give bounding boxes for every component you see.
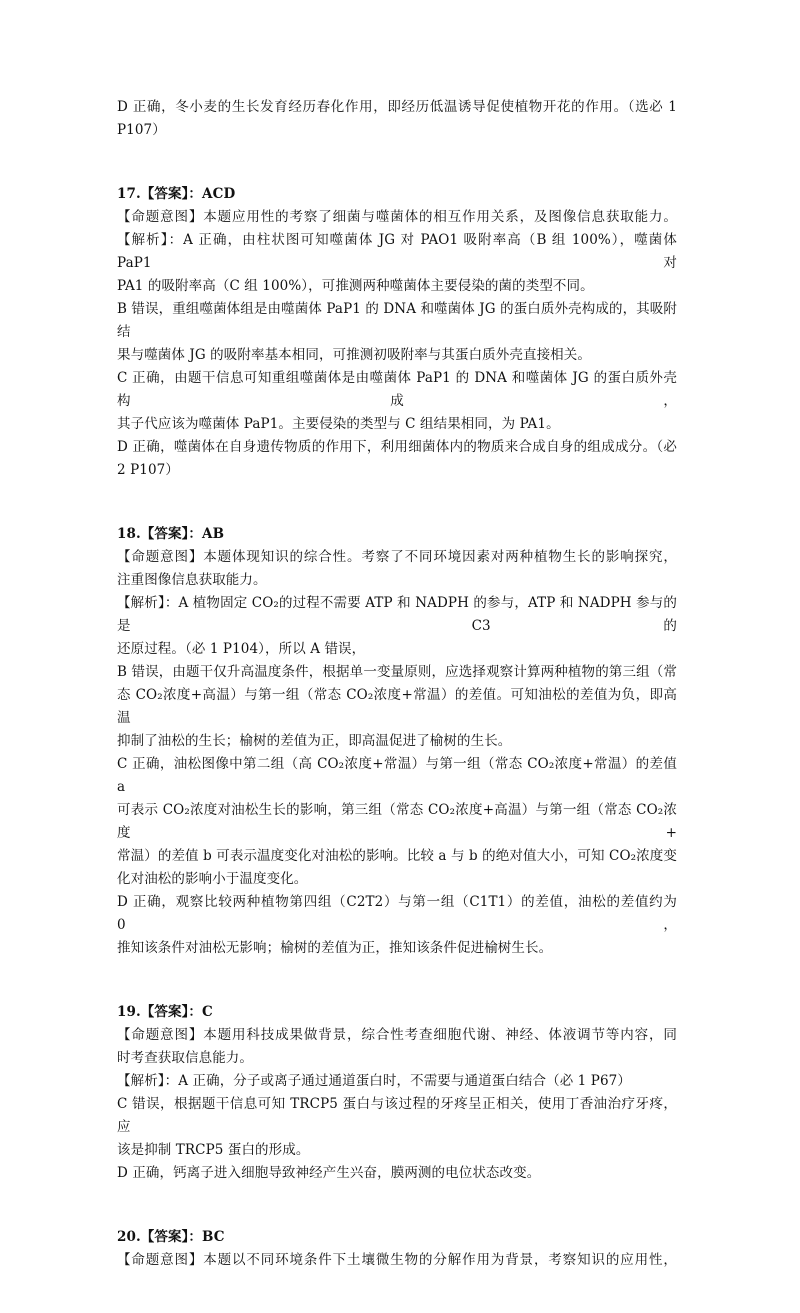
text-line: 可表示 CO₂浓度对油松生长的影响，第三组（常态 CO₂浓度+高温）与第一组（常态 CO₂浓度+ [117, 802, 677, 841]
text-line: D 正确，钙离子进入细胞导致神经产生兴奋，膜两测的电位状态改变。 [117, 1165, 541, 1181]
text-line: 还原过程。（必 1 P104），所以 A 错误， [117, 641, 366, 657]
text-line: 【解析】：A 正确，由柱状图可知噬菌体 JG 对 PAO1 吸附率高（B 组 100%），噬菌体 PaP1 对 [117, 232, 677, 271]
text-line: 推知该条件对油松无影响；榆树的差值为正，推知该条件促进榆树生长。 [117, 940, 553, 956]
text-line: C 正确，油松图像中第二组（高 CO₂浓度+常温）与第一组（常态 CO₂浓度+常温）的差值 a [117, 756, 677, 795]
answer-heading: 19.【答案】：C [117, 1004, 213, 1020]
answer-17 [117, 183, 677, 482]
text-line: B 错误，由题干仅升高温度条件，根据单一变量原则，应选择观察计算两种植物的第三组（常 [117, 664, 677, 680]
text-line: 【命题意图】本题以不同环境条件下土壤微生物的分解作用为背景，考察知识的应用性， [117, 1252, 677, 1268]
text-line: P107） [117, 122, 166, 138]
text-line: D 正确，冬小麦的生长发育经历春化作用，即经历低温诱导促使植物开花的作用。（选必 1 [117, 99, 677, 115]
text-line: C 正确，由题干信息可知重组噬菌体是由噬菌体 PaP1 的 DNA 和噬菌体 JG 的蛋白质外壳构成， [117, 370, 677, 409]
text-line: C 错误，根据题干信息可知 TRCP5 蛋白与该过程的牙疼呈正相关，使用丁香油治疗牙疼，应 [117, 1096, 677, 1135]
text-line: 注重图像信息获取能力。 [117, 572, 267, 588]
text-line: 【解析】：A 正确，分子或离子通过通道蛋白时，不需要与通道蛋白结合（必 1 P67） [117, 1073, 631, 1089]
text-line: D 正确，观察比较两种植物第四组（C2T2）与第一组（C1T1）的差值，油松的差值约为 0， [117, 894, 677, 933]
answer-heading: 17.【答案】：ACD [117, 186, 236, 202]
text-line: 态 CO₂浓度+高温）与第一组（常态 CO₂浓度+常温）的差值。可知油松的差值为负，即高温 [117, 687, 677, 726]
text-line: 【命题意图】本题应用性的考察了细菌与噬菌体的相互作用关系，及图像信息获取能力。 [117, 209, 677, 225]
text-line: 时考查获取信息能力。 [117, 1050, 253, 1066]
text-line: 常温）的差值 b 可表示温度变化对油松的影响。比较 a 与 b 的绝对值大小，可知 CO₂浓度变 [117, 848, 677, 864]
text-line: 其子代应该为噬菌体 PaP1。主要侵染的类型与 C 组结果相同，为 PA1。 [117, 416, 560, 432]
text-line: PA1 的吸附率高（C 组 100%），可推测两种噬菌体主要侵染的菌的类型不同。 [117, 278, 594, 294]
answer-heading: 20.【答案】：BC [117, 1229, 225, 1245]
page-content [117, 96, 677, 1313]
text-line: 【解析】：A 植物固定 CO₂的过程不需要 ATP 和 NADPH 的参与，ATP 和 NADPH 参与的是 C3 的 [117, 595, 677, 634]
answer-19 [117, 1001, 677, 1185]
answer-20 [117, 1226, 677, 1272]
text-line: B 错误，重组噬菌体组是由噬菌体 PaP1 的 DNA 和噬菌体 JG 的蛋白质外壳构成的，其吸附结 [117, 301, 677, 340]
paragraph-16d [117, 96, 677, 142]
text-line: 果与噬菌体 JG 的吸附率基本相同，可推测初吸附率与其蛋白质外壳直接相关。 [117, 347, 591, 363]
text-line: 【命题意图】本题用科技成果做背景，综合性考查细胞代谢、神经、体液调节等内容，同 [117, 1027, 677, 1043]
answer-heading: 18.【答案】：AB [117, 526, 225, 542]
text-line: D 正确，噬菌体在自身遗传物质的作用下，利用细菌体内的物质来合成自身的组成成分。（必 [117, 439, 677, 455]
text-line: 【命题意图】本题体现知识的综合性。考察了不同环境因素对两种植物生长的影响探究， [117, 549, 677, 565]
text-line: 化对油松的影响小于温度变化。 [117, 871, 308, 887]
answer-18 [117, 523, 677, 960]
text-line: 2 P107） [117, 462, 179, 478]
text-line: 该是抑制 TRCP5 蛋白的形成。 [117, 1142, 310, 1158]
text-line: 抑制了油松的生长；榆树的差值为正，即高温促进了榆树的生长。 [117, 733, 512, 749]
